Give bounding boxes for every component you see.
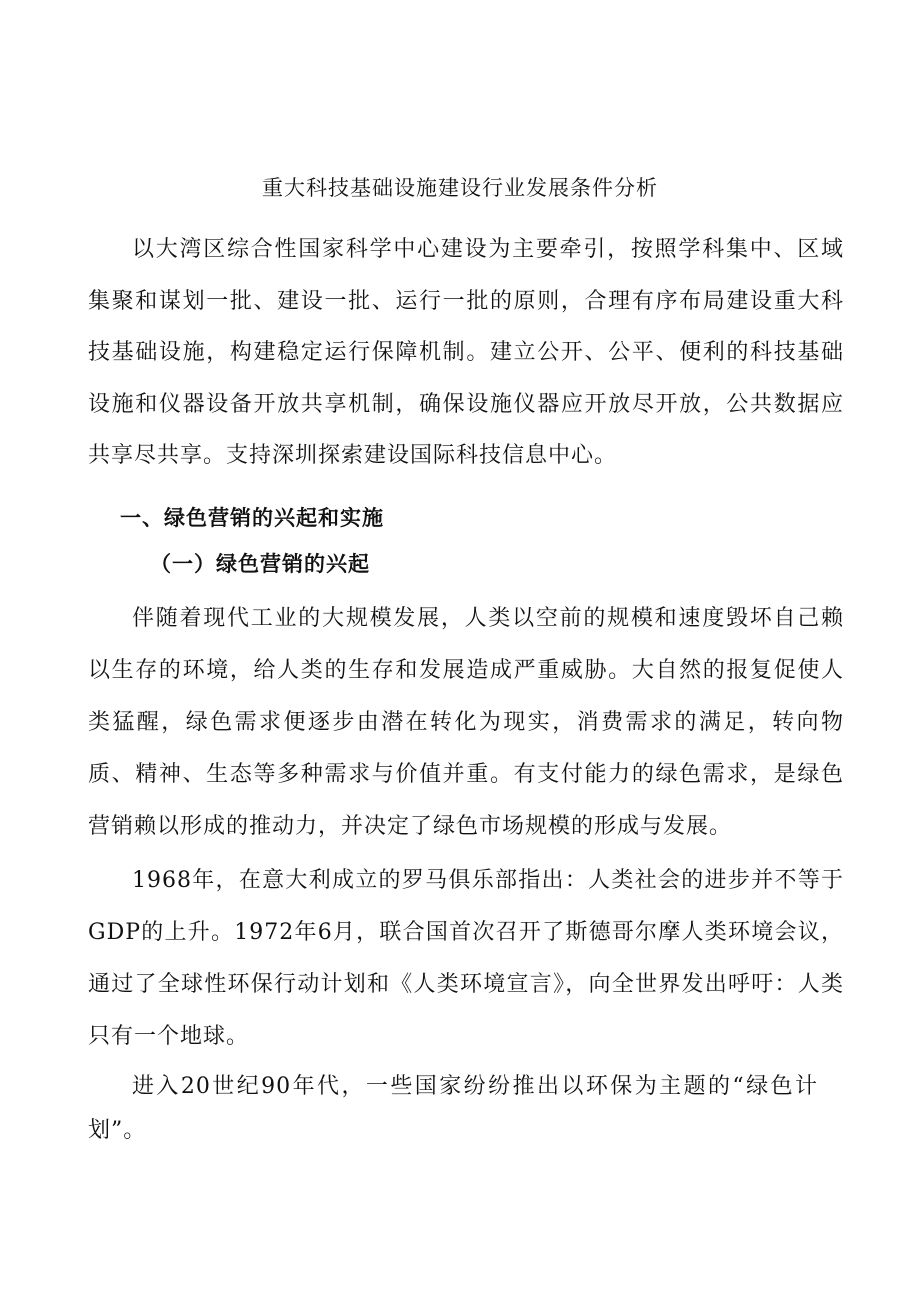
- subsection-heading: （一）绿色营销的兴起: [150, 551, 370, 576]
- body-paragraph-1: 伴随着现代工业的大规模发展，人类以空前的规模和速度毁坏自己赖以生存的环境，给人类的生存和发展造成严重威胁。大自然的报复促使人类猛醒，绿色需求便逐步由潜在转化为现实，消费需求的满足，转向物质、精神、生态等多种需求与价值并重。有支付能力的绿色需求，是绿色营销赖以形成的推动力，并决定了绿色市场规模的形成与发展。: [88, 606, 844, 839]
- body-paragraph-2: 1968年，在意大利成立的罗马俱乐部指出：人类社会的进步并不等于GDP的上升。1972年6月，联合国首次召开了斯德哥尔摩人类环境会议，通过了全球性环保行动计划和《人类环境宣言》，向全世界发出呼吁：人类只有一个地球。: [88, 868, 844, 1049]
- document-title: 重大科技基础设施建设行业发展条件分析: [262, 176, 658, 200]
- body-paragraph-3: 进入20世纪90年代，一些国家纷纷推出以环保为主题的“绿色计划”。: [88, 1074, 818, 1143]
- section-heading: 一、绿色营销的兴起和实施: [120, 505, 384, 530]
- intro-paragraph: 以大湾区综合性国家科学中心建设为主要牵引，按照学科集中、区域集聚和谋划一批、建设一批、运行一批的原则，合理有序布局建设重大科技基础设施，构建稳定运行保障机制。建立公开、公平、便利的科技基础设施和仪器设备开放共享机制，确保设施仪器应开放尽开放，公共数据应共享尽共享。支持深圳探索建设国际科技信息中心。: [88, 237, 844, 468]
